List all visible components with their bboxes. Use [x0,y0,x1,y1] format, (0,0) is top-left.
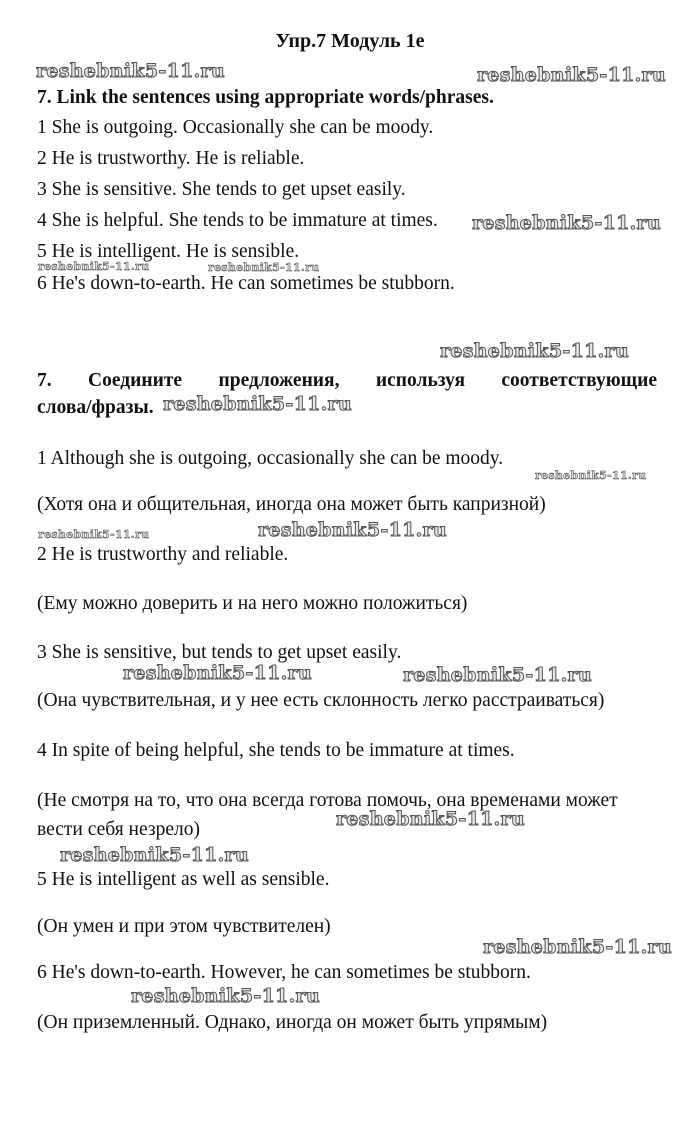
watermark: reshebnik5-11.ru [535,469,647,482]
answer-ru-5: (Он умен и при этом чувствителен) [37,916,331,937]
answer-ru-1: (Хотя она и общительная, иногда она может быть капризной) [37,494,546,515]
watermark: reshebnik5-11.ru [472,212,661,234]
watermark: reshebnik5-11.ru [258,519,447,541]
answer-ru-4: (Не смотря на то, что она всегда готова помочь, она временами может вести себя незрело) [37,790,618,840]
answer-en-2: 2 He is trustworthy and reliable. [37,544,289,565]
answer-ru-6: (Он приземленный. Однако, иногда он может быть упрямым) [37,1012,548,1033]
watermark: reshebnik5-11.ru [38,528,150,541]
watermark: reshebnik5-11.ru [440,340,629,362]
watermark: reshebnik5-11.ru [403,664,592,686]
answer-heading-line-2: слова/фразы. [37,397,154,418]
watermark: reshebnik5-11.ru [483,936,672,958]
answer-en-3: 3 She is sensitive, but tends to get upset easily. [37,642,402,663]
task-sentence-3: 3 She is sensitive. She tends to get upset easily. [37,179,406,200]
answer-ru-2: (Ему можно доверить и на него можно положиться) [37,593,468,614]
answer-en-1: 1 Although she is outgoing, occasionally she can be moody. [37,448,504,469]
task-heading: 7. Link the sentences using appropriate words/phrases. [37,87,494,108]
watermark: reshebnik5-11.ru [60,844,249,866]
page-title: Упр.7 Модуль 1е [275,30,425,52]
answer-en-5: 5 He is intelligent as well as sensible. [37,869,330,890]
task-sentence-2: 2 He is trustworthy. He is reliable. [37,148,305,169]
answer-heading-line-1: 7. Соедините предложения, используя соответствующие [37,370,657,391]
answer-ru-3: (Она чувствительная, и у нее есть склонность легко расстраиваться) [37,690,605,711]
task-sentence-4: 4 She is helpful. She tends to be immature at times. [37,210,438,231]
watermark: reshebnik5-11.ru [36,60,225,82]
task-sentence-6: 6 He's down-to-earth. He can sometimes be stubborn. [37,273,455,294]
watermark: reshebnik5-11.ru [131,985,320,1007]
task-sentence-5: 5 He is intelligent. He is sensible. [37,241,300,262]
answer-en-6: 6 He's down-to-earth. However, he can sometimes be stubborn. [37,962,531,983]
watermark: reshebnik5-11.ru [208,261,320,274]
watermark: reshebnik5-11.ru [336,808,525,830]
watermark: reshebnik5-11.ru [38,260,150,273]
watermark: reshebnik5-11.ru [163,393,352,415]
watermark: reshebnik5-11.ru [123,662,312,684]
watermark: reshebnik5-11.ru [477,64,666,86]
answer-en-4: 4 In spite of being helpful, she tends to be immature at times. [37,740,515,761]
task-sentence-1: 1 She is outgoing. Occasionally she can be moody. [37,117,434,138]
